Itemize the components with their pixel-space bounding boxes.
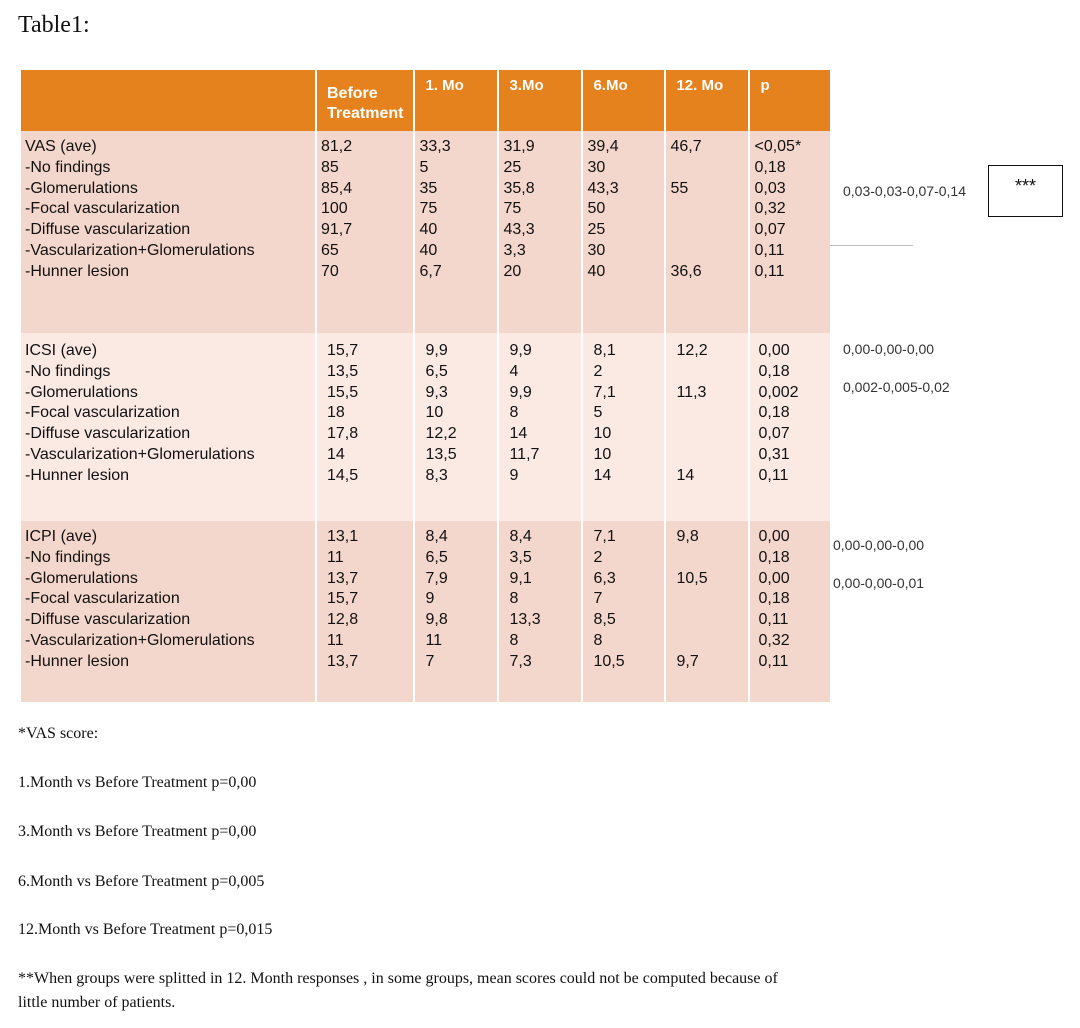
table-cell-p xyxy=(749,521,831,702)
value-cell: 7,9 xyxy=(425,569,448,587)
value-cell xyxy=(670,220,748,241)
value-cell: 0,11 xyxy=(758,652,789,670)
row-label: -Hunner lesion xyxy=(25,466,130,484)
value-cell: 9,3 xyxy=(425,383,448,401)
header-cell-12mo: 12. Mo xyxy=(665,70,749,131)
value-cell: 5 xyxy=(419,158,429,176)
value-cell: 9 xyxy=(509,466,519,484)
results-table xyxy=(21,70,832,702)
value-cell: 13,7 xyxy=(327,569,359,587)
divider-rule xyxy=(830,245,913,246)
value-cell: 0,11 xyxy=(758,466,789,484)
table-cell-3mo xyxy=(498,131,582,333)
value-cell: 15,7 xyxy=(327,590,359,608)
row-label: ICPI (ave) xyxy=(25,528,98,545)
value-cell: 31,9 xyxy=(503,138,535,155)
row-label: -Focal vascularization xyxy=(25,590,180,608)
value-cell: 0,32 xyxy=(754,200,786,218)
value-cell: 46,7 xyxy=(670,138,702,155)
footnote-line-1: **When groups were splitted in 12. Month responses , in some groups, mean scores could not be computed because of xyxy=(18,970,778,987)
table-cell-1mo xyxy=(414,131,498,333)
value-cell xyxy=(670,199,748,220)
header-cell-label xyxy=(21,70,316,131)
value-cell: 14 xyxy=(327,445,345,463)
table-cell-3mo xyxy=(498,333,582,521)
value-cell: 11,3 xyxy=(676,383,707,401)
value-cell: 14,5 xyxy=(327,466,359,484)
table-cell-before-treatment xyxy=(316,521,414,702)
note-month-1: 1.Month vs Before Treatment p=0,00 xyxy=(18,774,257,791)
value-cell: 75 xyxy=(419,200,438,218)
value-cell: 0,18 xyxy=(758,590,790,608)
value-cell: 35 xyxy=(419,179,438,197)
table-cell-12mo xyxy=(665,131,749,333)
table-group-row xyxy=(21,521,831,702)
value-cell: 10 xyxy=(593,425,612,443)
value-cell: 0,00 xyxy=(758,528,790,545)
header-before-treatment-text: Before Treatment xyxy=(327,85,404,122)
row-label: -Vascularization+Glomerulations xyxy=(25,445,255,463)
value-cell: 10 xyxy=(593,445,612,463)
value-cell: 13,5 xyxy=(425,445,457,463)
note-month-12: 12.Month vs Before Treatment p=0,015 xyxy=(18,921,273,938)
value-cell: 0,03 xyxy=(754,179,786,197)
table-cell-label xyxy=(21,131,316,333)
value-cell: 40 xyxy=(587,262,606,280)
value-cell: 0,18 xyxy=(754,158,786,176)
value-cell: 30 xyxy=(587,241,606,259)
value-cell: 7 xyxy=(425,652,435,670)
value-cell: 10,5 xyxy=(593,652,625,670)
table-cell-12mo xyxy=(665,521,749,702)
row-label: -Glomerulations xyxy=(25,569,138,587)
value-cell: 5 xyxy=(593,404,603,422)
value-cell: 33,3 xyxy=(419,138,451,155)
value-cell: 8 xyxy=(593,631,603,649)
value-cell: 75 xyxy=(503,200,522,218)
row-label: -Glomerulations xyxy=(25,383,138,401)
icsi-ave-range: 0,00-0,00-0,00 xyxy=(843,341,935,357)
value-cell: 10 xyxy=(425,404,444,422)
row-label: VAS (ave) xyxy=(25,138,97,155)
value-cell: 9,7 xyxy=(676,652,699,670)
table-cell-6mo xyxy=(582,521,665,702)
value-cell: 9,1 xyxy=(509,569,532,587)
value-cell: 12,2 xyxy=(425,425,457,443)
row-label: -Diffuse vascularization xyxy=(25,425,191,443)
value-cell xyxy=(676,445,748,466)
header-cell-1mo: 1. Mo xyxy=(414,70,498,131)
value-cell: 0,11 xyxy=(754,262,785,280)
row-label: -Diffuse vascularization xyxy=(25,221,191,239)
table-group-row xyxy=(21,131,831,333)
value-cell xyxy=(676,362,748,383)
value-cell xyxy=(670,158,748,179)
value-cell: 10,5 xyxy=(676,569,708,587)
value-cell: 85,4 xyxy=(321,179,353,197)
value-cell: 11 xyxy=(327,631,344,649)
value-cell: 8,4 xyxy=(425,528,448,545)
value-cell: 15,5 xyxy=(327,383,359,401)
value-cell: 9,8 xyxy=(425,611,448,629)
row-label: -No findings xyxy=(25,158,111,176)
icsi-glom-range: 0,002-0,005-0,02 xyxy=(843,379,950,395)
value-cell: 11 xyxy=(327,548,344,566)
value-cell: 7,1 xyxy=(593,528,616,545)
value-cell: 8,4 xyxy=(509,528,532,545)
value-cell: 6,5 xyxy=(425,362,448,380)
value-cell: 8,3 xyxy=(425,466,448,484)
vas-score-header: *VAS score: xyxy=(18,725,99,742)
value-cell: 11,7 xyxy=(509,445,540,463)
value-cell: 13,7 xyxy=(327,652,359,670)
value-cell: 50 xyxy=(587,200,606,218)
value-cell xyxy=(676,589,748,610)
value-cell: 13,3 xyxy=(509,611,541,629)
value-cell: 0,18 xyxy=(758,362,790,380)
value-cell: 25 xyxy=(503,158,522,176)
value-cell: 6,3 xyxy=(593,569,616,587)
value-cell: 6,7 xyxy=(419,262,442,280)
value-cell xyxy=(676,631,748,652)
value-cell: 9,9 xyxy=(425,342,448,359)
row-label: -Glomerulations xyxy=(25,179,138,197)
table-cell-3mo xyxy=(498,521,582,702)
table-cell-1mo xyxy=(414,333,498,521)
value-cell xyxy=(676,424,748,445)
header-cell-p: p xyxy=(749,70,831,131)
value-cell: 25 xyxy=(587,221,606,239)
value-cell: 14 xyxy=(593,466,612,484)
row-label: -Vascularization+Glomerulations xyxy=(25,631,255,649)
header-cell-before-treatment xyxy=(316,70,414,131)
value-cell: 0,00 xyxy=(758,569,790,587)
value-cell: 20 xyxy=(503,262,522,280)
value-cell: 40 xyxy=(419,241,438,259)
value-cell: 0,00 xyxy=(758,342,790,359)
value-cell: 12,8 xyxy=(327,611,359,629)
value-cell: 9,8 xyxy=(676,528,699,545)
value-cell: 15,7 xyxy=(327,342,359,359)
row-label: -Vascularization+Glomerulations xyxy=(25,241,255,259)
value-cell: 0,002 xyxy=(758,383,799,401)
value-cell: 0,32 xyxy=(758,631,790,649)
value-cell: 0,11 xyxy=(758,611,789,629)
value-cell: 7 xyxy=(593,590,603,608)
value-cell: 0,18 xyxy=(758,404,790,422)
row-label: -Focal vascularization xyxy=(25,404,180,422)
value-cell: 40 xyxy=(419,221,438,239)
value-cell: 14 xyxy=(509,425,528,443)
row-label: ICSI (ave) xyxy=(25,342,98,359)
value-cell: 8,5 xyxy=(593,611,616,629)
header-cell-6mo: 6.Mo xyxy=(582,70,665,131)
table-cell-p xyxy=(749,131,831,333)
value-cell: 8 xyxy=(509,404,519,422)
value-cell: 70 xyxy=(321,262,339,280)
table-cell-p xyxy=(749,333,831,521)
row-label: -Hunner lesion xyxy=(25,262,130,280)
value-cell: 3,5 xyxy=(509,548,532,566)
value-cell: 11 xyxy=(425,631,443,649)
value-cell: 7,3 xyxy=(509,652,532,670)
value-cell: 9 xyxy=(425,590,435,608)
value-cell: 0,31 xyxy=(758,445,790,463)
table-cell-before-treatment xyxy=(316,131,414,333)
value-cell xyxy=(676,610,748,631)
value-cell: 81,2 xyxy=(321,138,353,155)
value-cell: 0,18 xyxy=(758,548,790,566)
value-cell: 9,9 xyxy=(509,383,532,401)
value-cell: 18 xyxy=(327,404,345,422)
value-cell: 17,8 xyxy=(327,425,359,443)
value-cell: 8 xyxy=(509,631,519,649)
value-cell: 9,9 xyxy=(509,342,532,359)
value-cell: 13,5 xyxy=(327,362,359,380)
value-cell: 13,1 xyxy=(327,528,359,545)
table-cell-6mo xyxy=(582,131,665,333)
vas-glom-range: 0,03-0,03-0,07-0,14 xyxy=(843,183,966,199)
value-cell: 0,07 xyxy=(754,221,786,239)
row-label: -No findings xyxy=(25,362,111,380)
value-cell: 30 xyxy=(587,158,606,176)
value-cell xyxy=(670,241,748,262)
value-cell: 6,5 xyxy=(425,548,448,566)
value-cell: 43,3 xyxy=(587,179,619,197)
value-cell: 0,07 xyxy=(758,425,790,443)
stars-box: *** xyxy=(988,165,1063,217)
value-cell: 4 xyxy=(509,362,519,380)
value-cell: 8,1 xyxy=(593,342,616,359)
table-cell-6mo xyxy=(582,333,665,521)
row-label: -Focal vascularization xyxy=(25,200,180,218)
value-cell: 8 xyxy=(509,590,519,608)
table-cell-label xyxy=(21,521,316,702)
table-cell-before-treatment xyxy=(316,333,414,521)
value-cell: <0,05* xyxy=(754,138,802,155)
value-cell: 43,3 xyxy=(503,221,535,239)
value-cell: 55 xyxy=(670,179,689,197)
value-cell: 35,8 xyxy=(503,179,535,197)
value-cell: 2 xyxy=(593,548,603,566)
value-cell: 39,4 xyxy=(587,138,619,155)
icpi-nf-range: 0,00-0,00-0,00 xyxy=(833,537,925,553)
table-header-row xyxy=(21,70,831,131)
note-month-3: 3.Month vs Before Treatment p=0,00 xyxy=(18,823,257,840)
table-group-row xyxy=(21,333,831,521)
table-cell-1mo xyxy=(414,521,498,702)
table-cell-label xyxy=(21,333,316,521)
value-cell: 3,3 xyxy=(503,241,526,259)
value-cell: 7,1 xyxy=(593,383,616,401)
table-cell-12mo xyxy=(665,333,749,521)
value-cell xyxy=(676,548,748,569)
page-title: Table1: xyxy=(18,12,90,38)
value-cell: 14 xyxy=(676,466,695,484)
row-label: -No findings xyxy=(25,548,111,566)
value-cell: 36,6 xyxy=(670,262,702,280)
header-cell-3mo: 3.Mo xyxy=(498,70,582,131)
row-label: -Hunner lesion xyxy=(25,652,130,670)
note-month-6: 6.Month vs Before Treatment p=0,005 xyxy=(18,873,265,890)
value-cell: 12,2 xyxy=(676,342,708,359)
value-cell: 0,11 xyxy=(754,241,785,259)
value-cell: 85 xyxy=(321,158,339,176)
footnote-line-2: little number of patients. xyxy=(18,994,176,1011)
value-cell: 65 xyxy=(321,241,339,259)
icpi-focal-range: 0,00-0,00-0,01 xyxy=(833,575,925,591)
value-cell xyxy=(676,403,748,424)
value-cell: 100 xyxy=(321,200,348,218)
value-cell: 2 xyxy=(593,362,603,380)
value-cell: 91,7 xyxy=(321,221,353,239)
row-label: -Diffuse vascularization xyxy=(25,611,191,629)
